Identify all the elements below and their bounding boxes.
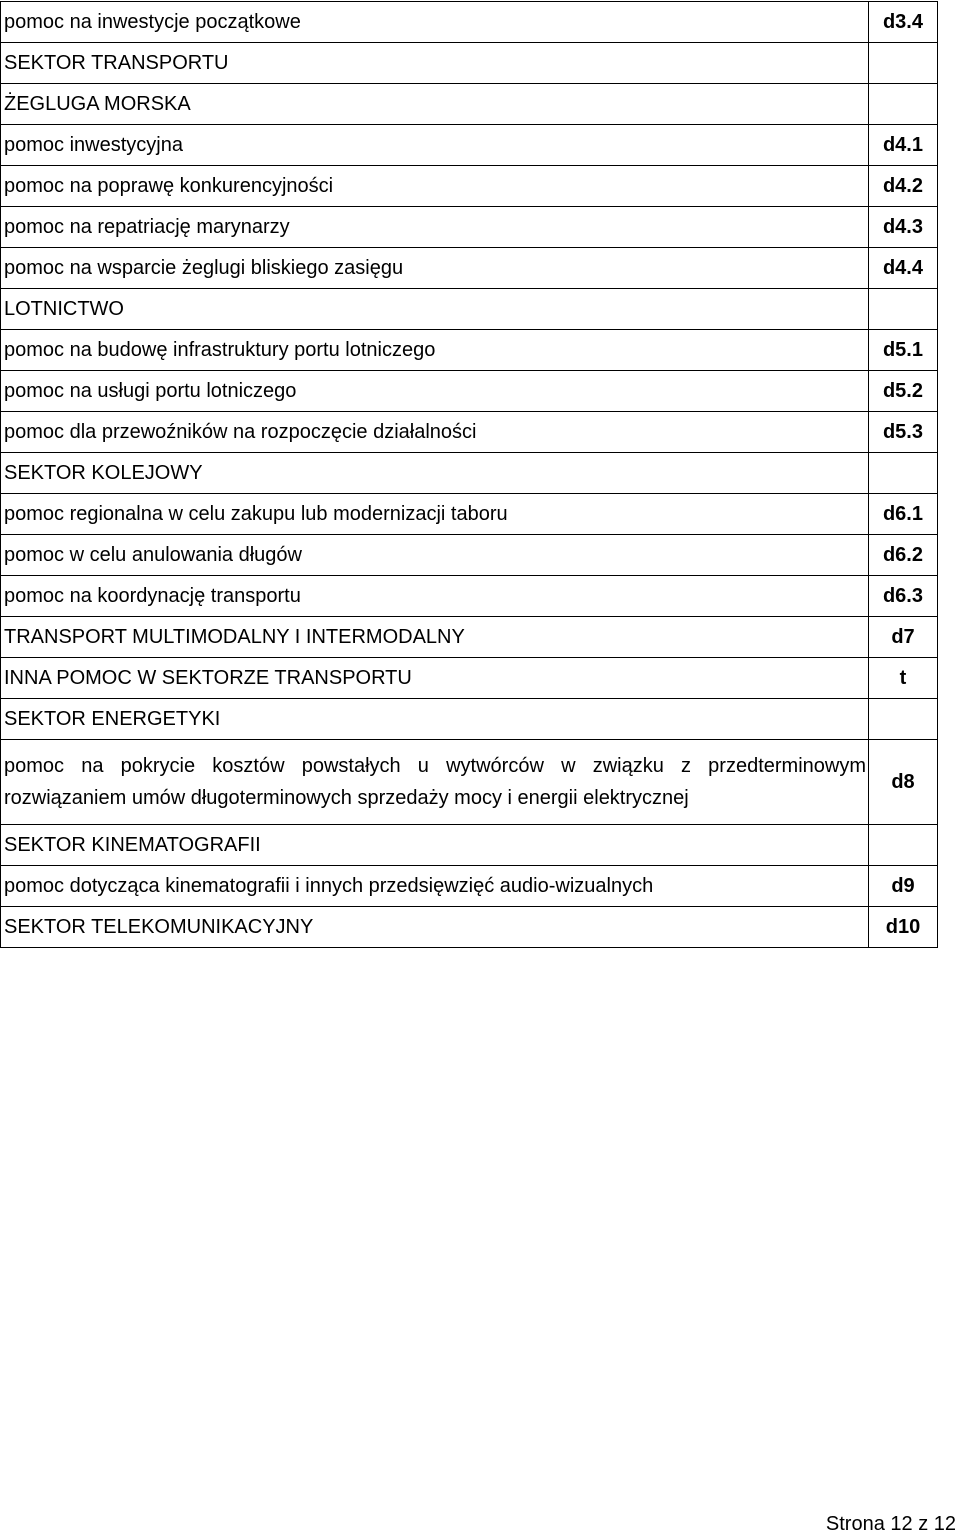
table-row: [1, 166, 938, 207]
table-row: [1, 907, 938, 948]
row-code: [869, 43, 938, 84]
row-code: d3.4: [869, 2, 938, 43]
row-label: pomoc dotycząca kinematografii i innych przedsięwzięć audio-wizualnych: [1, 866, 869, 907]
section-heading: SEKTOR TELEKOMUNIKACYJNY: [1, 907, 869, 948]
table-row: [1, 125, 938, 166]
row-label: pomoc na inwestycje początkowe: [1, 2, 869, 43]
page-number: Strona 12 z 12: [825, 1513, 956, 1535]
row-label: pomoc na wsparcie żeglugi bliskiego zasięgu: [1, 248, 869, 289]
section-heading: SEKTOR KOLEJOWY: [1, 453, 869, 494]
section-heading: TRANSPORT MULTIMODALNY I INTERMODALNY: [1, 617, 869, 658]
section-heading: ŻEGLUGA MORSKA: [1, 84, 869, 125]
table-row: [1, 453, 938, 494]
row-code: [869, 453, 938, 494]
row-code: d4.1: [869, 125, 938, 166]
table-row: [1, 576, 938, 617]
row-code: d6.1: [869, 494, 938, 535]
section-heading: SEKTOR TRANSPORTU: [1, 43, 869, 84]
table-row: [1, 866, 938, 907]
table-row: [1, 494, 938, 535]
row-code: [869, 699, 938, 740]
table-row: [1, 699, 938, 740]
section-heading: SEKTOR KINEMATOGRAFII: [1, 825, 869, 866]
table-row: [1, 658, 938, 699]
row-code: d4.3: [869, 207, 938, 248]
table-row: [1, 740, 938, 825]
row-code: d7: [869, 617, 938, 658]
section-heading: LOTNICTWO: [1, 289, 869, 330]
table-row: [1, 617, 938, 658]
row-code: [869, 289, 938, 330]
table-row: [1, 43, 938, 84]
row-code: d5.3: [869, 412, 938, 453]
row-label: pomoc w celu anulowania długów: [1, 535, 869, 576]
table-row: [1, 84, 938, 125]
table-row: [1, 535, 938, 576]
table-row: [1, 207, 938, 248]
row-label: pomoc regionalna w celu zakupu lub modernizacji taboru: [1, 494, 869, 535]
row-code: d5.2: [869, 371, 938, 412]
section-heading: INNA POMOC W SEKTORZE TRANSPORTU: [1, 658, 869, 699]
row-code: d4.2: [869, 166, 938, 207]
table-row: [1, 2, 938, 43]
section-heading: SEKTOR ENERGETYKI: [1, 699, 869, 740]
row-code: [869, 84, 938, 125]
row-label: pomoc na poprawę konkurencyjności: [1, 166, 869, 207]
table-row: [1, 330, 938, 371]
table-row: [1, 412, 938, 453]
row-label: pomoc na pokrycie kosztów powstałych u wytwórców w związku z przedterminowym rozwiązaniem umów długoterminowych sprzedaży mocy i energii elektrycznej: [1, 740, 869, 825]
row-code: d4.4: [869, 248, 938, 289]
row-code: d6.2: [869, 535, 938, 576]
row-code: d9: [869, 866, 938, 907]
row-code: t: [869, 658, 938, 699]
table-row: [1, 248, 938, 289]
row-code: d6.3: [869, 576, 938, 617]
row-code: [869, 825, 938, 866]
row-label: pomoc na budowę infrastruktury portu lotniczego: [1, 330, 869, 371]
row-label: pomoc inwestycyjna: [1, 125, 869, 166]
row-label: pomoc na koordynację transportu: [1, 576, 869, 617]
table-row: [1, 371, 938, 412]
aid-codes-table: [0, 1, 938, 948]
table-row: [1, 289, 938, 330]
row-code: d5.1: [869, 330, 938, 371]
row-label: pomoc dla przewoźników na rozpoczęcie działalności: [1, 412, 869, 453]
row-label: pomoc na repatriację marynarzy: [1, 207, 869, 248]
row-label: pomoc na usługi portu lotniczego: [1, 371, 869, 412]
table-row: [1, 825, 938, 866]
row-code: d10: [869, 907, 938, 948]
row-code: d8: [869, 740, 938, 825]
